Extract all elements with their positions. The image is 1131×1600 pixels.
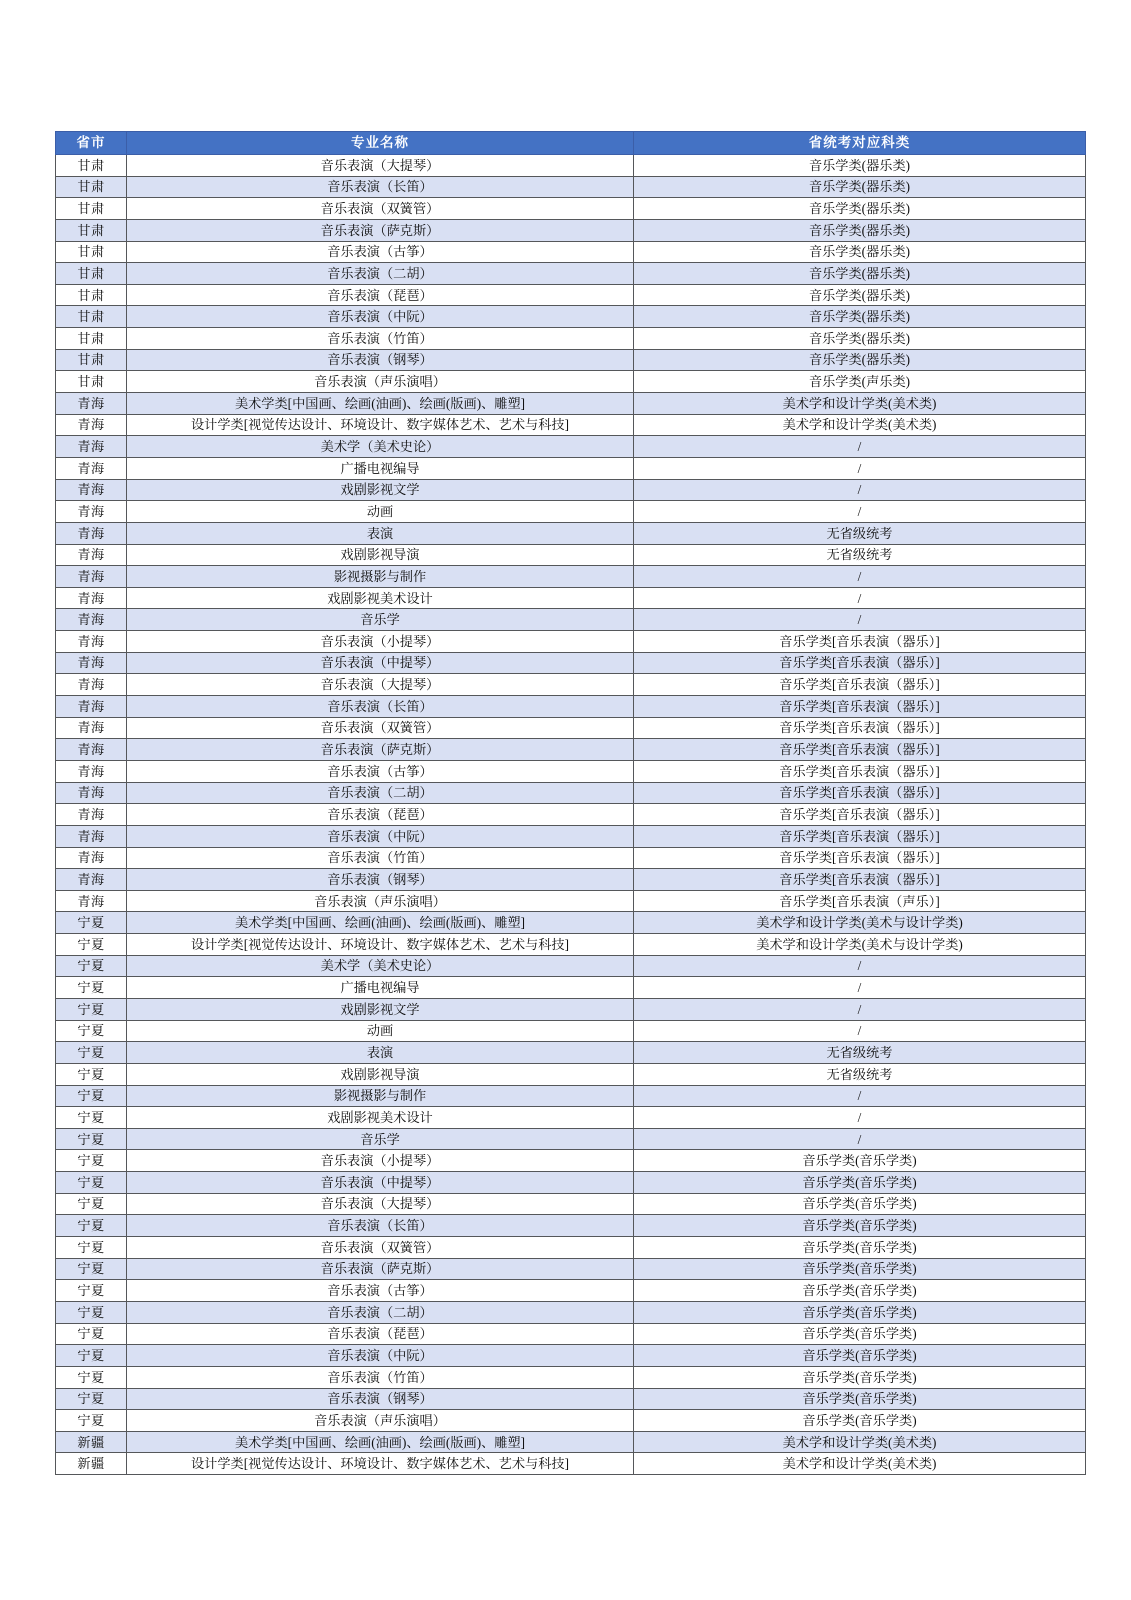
cell-major: 动画 (127, 1020, 634, 1042)
cell-major: 美术学（美术史论） (127, 436, 634, 458)
table-row (56, 1323, 1086, 1345)
table-row (56, 479, 1086, 501)
table-row (56, 1042, 1086, 1064)
cell-category: 无省级统考 (634, 522, 1086, 544)
cell-category: 美术学和设计学类(美术类) (634, 393, 1086, 415)
cell-major: 音乐表演（古筝） (127, 1280, 634, 1302)
cell-province: 甘肃 (56, 155, 127, 177)
cell-category: 音乐学类[音乐表演（器乐）] (634, 825, 1086, 847)
cell-province: 青海 (56, 869, 127, 891)
table-header (56, 132, 1086, 155)
cell-major: 音乐表演（中阮） (127, 825, 634, 847)
cell-province: 宁夏 (56, 1042, 127, 1064)
cell-category: / (634, 436, 1086, 458)
cell-category: 音乐学类(器乐类) (634, 328, 1086, 350)
table-row (56, 1085, 1086, 1107)
cell-category: / (634, 955, 1086, 977)
cell-category: 音乐学类(音乐学类) (634, 1237, 1086, 1259)
cell-category: 无省级统考 (634, 1042, 1086, 1064)
cell-major: 戏剧影视导演 (127, 1063, 634, 1085)
cell-category: / (634, 998, 1086, 1020)
cell-major: 音乐表演（竹笛） (127, 328, 634, 350)
cell-major: 音乐表演（大提琴） (127, 155, 634, 177)
table-row (56, 1258, 1086, 1280)
table-row (56, 955, 1086, 977)
cell-province: 宁夏 (56, 1150, 127, 1172)
cell-major: 音乐表演（长笛） (127, 1215, 634, 1237)
column-header-province: 省市 (56, 132, 127, 155)
cell-category: / (634, 1085, 1086, 1107)
table-row (56, 1020, 1086, 1042)
table-row (56, 674, 1086, 696)
cell-province: 青海 (56, 609, 127, 631)
cell-major: 音乐表演（中提琴） (127, 1172, 634, 1194)
cell-province: 宁夏 (56, 977, 127, 999)
cell-province: 宁夏 (56, 934, 127, 956)
cell-category: 美术学和设计学类(美术类) (634, 1431, 1086, 1453)
table-row (56, 782, 1086, 804)
table-row (56, 998, 1086, 1020)
cell-province: 青海 (56, 652, 127, 674)
cell-category: 美术学和设计学类(美术与设计学类) (634, 934, 1086, 956)
cell-major: 美术学（美术史论） (127, 955, 634, 977)
cell-province: 青海 (56, 436, 127, 458)
cell-province: 宁夏 (56, 1128, 127, 1150)
cell-province: 甘肃 (56, 176, 127, 198)
cell-category: / (634, 457, 1086, 479)
cell-major: 音乐表演（古筝） (127, 760, 634, 782)
cell-province: 青海 (56, 631, 127, 653)
cell-major: 设计学类[视觉传达设计、环境设计、数字媒体艺术、艺术与科技] (127, 414, 634, 436)
cell-major: 音乐表演（钢琴） (127, 1388, 634, 1410)
cell-province: 青海 (56, 804, 127, 826)
cell-major: 音乐表演（萨克斯） (127, 739, 634, 761)
cell-category: 音乐学类[音乐表演（器乐）] (634, 847, 1086, 869)
table-row (56, 306, 1086, 328)
cell-category: 音乐学类[音乐表演（器乐）] (634, 696, 1086, 718)
cell-province: 宁夏 (56, 1020, 127, 1042)
cell-major: 戏剧影视文学 (127, 479, 634, 501)
cell-major: 音乐表演（中阮） (127, 306, 634, 328)
cell-category: 音乐学类(器乐类) (634, 284, 1086, 306)
cell-major: 音乐表演（小提琴） (127, 1150, 634, 1172)
cell-major: 广播电视编导 (127, 977, 634, 999)
cell-province: 甘肃 (56, 263, 127, 285)
cell-province: 宁夏 (56, 1301, 127, 1323)
cell-major: 美术学类[中国画、绘画(油画)、绘画(版画)、雕塑] (127, 1431, 634, 1453)
cell-category: / (634, 1128, 1086, 1150)
cell-province: 青海 (56, 674, 127, 696)
table-row (56, 631, 1086, 653)
table-header-row (56, 132, 1086, 155)
cell-major: 音乐表演（二胡） (127, 263, 634, 285)
cell-category: 音乐学类(音乐学类) (634, 1280, 1086, 1302)
cell-province: 宁夏 (56, 1345, 127, 1367)
cell-province: 青海 (56, 739, 127, 761)
cell-major: 音乐表演（中提琴） (127, 652, 634, 674)
cell-province: 甘肃 (56, 328, 127, 350)
cell-major: 音乐表演（琵琶） (127, 1323, 634, 1345)
cell-province: 宁夏 (56, 1085, 127, 1107)
cell-province: 宁夏 (56, 1388, 127, 1410)
table-row (56, 436, 1086, 458)
cell-major: 美术学类[中国画、绘画(油画)、绘画(版画)、雕塑] (127, 393, 634, 415)
cell-major: 戏剧影视美术设计 (127, 587, 634, 609)
table-row (56, 1301, 1086, 1323)
table-row (56, 241, 1086, 263)
cell-province: 新疆 (56, 1453, 127, 1475)
cell-category: 音乐学类(器乐类) (634, 263, 1086, 285)
table-row (56, 739, 1086, 761)
cell-category: 音乐学类(音乐学类) (634, 1172, 1086, 1194)
cell-province: 甘肃 (56, 198, 127, 220)
cell-category: 音乐学类(音乐学类) (634, 1345, 1086, 1367)
cell-province: 青海 (56, 479, 127, 501)
cell-major: 音乐表演（古筝） (127, 241, 634, 263)
cell-category: 音乐学类(音乐学类) (634, 1258, 1086, 1280)
cell-category: 音乐学类(音乐学类) (634, 1366, 1086, 1388)
table-body (56, 155, 1086, 1475)
cell-category: 音乐学类(音乐学类) (634, 1388, 1086, 1410)
cell-category: 美术学和设计学类(美术类) (634, 414, 1086, 436)
table-row (56, 544, 1086, 566)
cell-major: 设计学类[视觉传达设计、环境设计、数字媒体艺术、艺术与科技] (127, 1453, 634, 1475)
cell-province: 甘肃 (56, 219, 127, 241)
cell-province: 青海 (56, 501, 127, 523)
table-row (56, 609, 1086, 631)
table-row (56, 1063, 1086, 1085)
table-row (56, 804, 1086, 826)
cell-major: 音乐表演（声乐演唱） (127, 371, 634, 393)
cell-province: 青海 (56, 890, 127, 912)
cell-province: 甘肃 (56, 241, 127, 263)
cell-category: 音乐学类(音乐学类) (634, 1150, 1086, 1172)
column-header-major: 专业名称 (127, 132, 634, 155)
table-row (56, 977, 1086, 999)
table-row (56, 652, 1086, 674)
table-row (56, 760, 1086, 782)
table-row (56, 263, 1086, 285)
table-row (56, 1280, 1086, 1302)
cell-major: 设计学类[视觉传达设计、环境设计、数字媒体艺术、艺术与科技] (127, 934, 634, 956)
cell-category: 音乐学类(器乐类) (634, 241, 1086, 263)
cell-province: 青海 (56, 696, 127, 718)
cell-province: 甘肃 (56, 284, 127, 306)
cell-major: 音乐表演（二胡） (127, 782, 634, 804)
cell-major: 音乐表演（竹笛） (127, 847, 634, 869)
cell-province: 甘肃 (56, 371, 127, 393)
cell-province: 青海 (56, 825, 127, 847)
cell-major: 音乐表演（萨克斯） (127, 1258, 634, 1280)
cell-category: 音乐学类[音乐表演（器乐）] (634, 631, 1086, 653)
cell-province: 宁夏 (56, 1172, 127, 1194)
cell-major: 戏剧影视导演 (127, 544, 634, 566)
table-row (56, 457, 1086, 479)
cell-province: 青海 (56, 782, 127, 804)
table-row (56, 371, 1086, 393)
cell-major: 音乐表演（双簧管） (127, 1237, 634, 1259)
table-row (56, 1172, 1086, 1194)
cell-category: 音乐学类(器乐类) (634, 198, 1086, 220)
cell-major: 音乐学 (127, 1128, 634, 1150)
cell-province: 宁夏 (56, 1258, 127, 1280)
cell-category: 音乐学类(音乐学类) (634, 1193, 1086, 1215)
cell-major: 音乐表演（声乐演唱） (127, 1410, 634, 1432)
cell-category: 音乐学类[音乐表演（器乐）] (634, 652, 1086, 674)
cell-province: 宁夏 (56, 1323, 127, 1345)
cell-province: 甘肃 (56, 349, 127, 371)
cell-major: 表演 (127, 522, 634, 544)
cell-province: 宁夏 (56, 1366, 127, 1388)
province-major-category-table (55, 131, 1086, 1475)
table-row (56, 847, 1086, 869)
cell-province: 新疆 (56, 1431, 127, 1453)
cell-major: 音乐表演（二胡） (127, 1301, 634, 1323)
table-row (56, 155, 1086, 177)
table-row (56, 912, 1086, 934)
cell-major: 音乐表演（琵琶） (127, 284, 634, 306)
table-row (56, 869, 1086, 891)
cell-province: 宁夏 (56, 1193, 127, 1215)
cell-category: / (634, 977, 1086, 999)
cell-major: 音乐表演（钢琴） (127, 869, 634, 891)
table-row (56, 696, 1086, 718)
cell-category: 音乐学类(音乐学类) (634, 1410, 1086, 1432)
cell-province: 宁夏 (56, 1107, 127, 1129)
cell-major: 广播电视编导 (127, 457, 634, 479)
table-row (56, 414, 1086, 436)
cell-major: 音乐表演（萨克斯） (127, 219, 634, 241)
cell-province: 宁夏 (56, 955, 127, 977)
cell-major: 音乐表演（中阮） (127, 1345, 634, 1367)
table-row (56, 349, 1086, 371)
table-row (56, 393, 1086, 415)
table-row (56, 1345, 1086, 1367)
cell-province: 宁夏 (56, 912, 127, 934)
cell-province: 宁夏 (56, 1410, 127, 1432)
cell-major: 音乐表演（小提琴） (127, 631, 634, 653)
cell-province: 青海 (56, 717, 127, 739)
cell-major: 音乐表演（大提琴） (127, 1193, 634, 1215)
cell-major: 戏剧影视美术设计 (127, 1107, 634, 1129)
cell-category: 音乐学类(声乐类) (634, 371, 1086, 393)
cell-category: 音乐学类[音乐表演（器乐）] (634, 804, 1086, 826)
cell-category: 音乐学类[音乐表演（器乐）] (634, 782, 1086, 804)
table-row (56, 1453, 1086, 1475)
table-row (56, 198, 1086, 220)
cell-category: / (634, 1020, 1086, 1042)
table-row (56, 501, 1086, 523)
cell-category: 音乐学类(器乐类) (634, 306, 1086, 328)
table-row (56, 1237, 1086, 1259)
cell-category: 美术学和设计学类(美术类) (634, 1453, 1086, 1475)
cell-province: 宁夏 (56, 1280, 127, 1302)
cell-category: 音乐学类[音乐表演（器乐）] (634, 869, 1086, 891)
cell-major: 音乐表演（琵琶） (127, 804, 634, 826)
table-row (56, 566, 1086, 588)
cell-category: 音乐学类(器乐类) (634, 349, 1086, 371)
cell-category: 无省级统考 (634, 1063, 1086, 1085)
cell-category: 音乐学类(器乐类) (634, 219, 1086, 241)
cell-category: 音乐学类(音乐学类) (634, 1323, 1086, 1345)
cell-category: 音乐学类[音乐表演（器乐）] (634, 674, 1086, 696)
cell-major: 音乐学 (127, 609, 634, 631)
cell-major: 影视摄影与制作 (127, 566, 634, 588)
table-row (56, 1107, 1086, 1129)
table-row (56, 328, 1086, 350)
table-row (56, 1150, 1086, 1172)
cell-category: 无省级统考 (634, 544, 1086, 566)
table-row (56, 1410, 1086, 1432)
cell-province: 宁夏 (56, 1063, 127, 1085)
cell-province: 青海 (56, 587, 127, 609)
cell-major: 表演 (127, 1042, 634, 1064)
cell-category: / (634, 566, 1086, 588)
table-row (56, 717, 1086, 739)
cell-province: 青海 (56, 457, 127, 479)
cell-major: 音乐表演（声乐演唱） (127, 890, 634, 912)
table-row (56, 934, 1086, 956)
cell-major: 音乐表演（长笛） (127, 696, 634, 718)
table-row (56, 219, 1086, 241)
cell-province: 甘肃 (56, 306, 127, 328)
cell-major: 音乐表演（大提琴） (127, 674, 634, 696)
cell-province: 宁夏 (56, 1237, 127, 1259)
cell-major: 影视摄影与制作 (127, 1085, 634, 1107)
cell-category: / (634, 587, 1086, 609)
cell-province: 青海 (56, 566, 127, 588)
cell-category: 音乐学类[音乐表演（器乐）] (634, 739, 1086, 761)
cell-province: 青海 (56, 847, 127, 869)
cell-category: 音乐学类[音乐表演（器乐）] (634, 717, 1086, 739)
table-row (56, 522, 1086, 544)
cell-category: 音乐学类(音乐学类) (634, 1301, 1086, 1323)
cell-province: 宁夏 (56, 998, 127, 1020)
cell-category: 音乐学类(器乐类) (634, 176, 1086, 198)
table-row (56, 1388, 1086, 1410)
cell-province: 青海 (56, 393, 127, 415)
table-row (56, 1215, 1086, 1237)
cell-major: 美术学类[中国画、绘画(油画)、绘画(版画)、雕塑] (127, 912, 634, 934)
cell-category: 音乐学类(器乐类) (634, 155, 1086, 177)
cell-category: 音乐学类[音乐表演（声乐）] (634, 890, 1086, 912)
cell-category: / (634, 501, 1086, 523)
cell-major: 音乐表演（竹笛） (127, 1366, 634, 1388)
cell-province: 青海 (56, 760, 127, 782)
table-row (56, 1193, 1086, 1215)
table-row (56, 825, 1086, 847)
cell-category: / (634, 609, 1086, 631)
table-row (56, 1431, 1086, 1453)
table-row (56, 1366, 1086, 1388)
cell-category: 音乐学类[音乐表演（器乐）] (634, 760, 1086, 782)
cell-major: 动画 (127, 501, 634, 523)
cell-category: / (634, 479, 1086, 501)
table-row (56, 890, 1086, 912)
cell-category: 音乐学类(音乐学类) (634, 1215, 1086, 1237)
table-row (56, 587, 1086, 609)
cell-category: 美术学和设计学类(美术与设计学类) (634, 912, 1086, 934)
table-row (56, 1128, 1086, 1150)
cell-province: 青海 (56, 414, 127, 436)
cell-major: 音乐表演（钢琴） (127, 349, 634, 371)
cell-major: 戏剧影视文学 (127, 998, 634, 1020)
column-header-category: 省统考对应科类 (634, 132, 1086, 155)
cell-province: 宁夏 (56, 1215, 127, 1237)
table-row (56, 176, 1086, 198)
cell-province: 青海 (56, 522, 127, 544)
cell-major: 音乐表演（双簧管） (127, 717, 634, 739)
cell-province: 青海 (56, 544, 127, 566)
cell-category: / (634, 1107, 1086, 1129)
cell-major: 音乐表演（双簧管） (127, 198, 634, 220)
table-row (56, 284, 1086, 306)
cell-major: 音乐表演（长笛） (127, 176, 634, 198)
table-container (55, 131, 1085, 1475)
